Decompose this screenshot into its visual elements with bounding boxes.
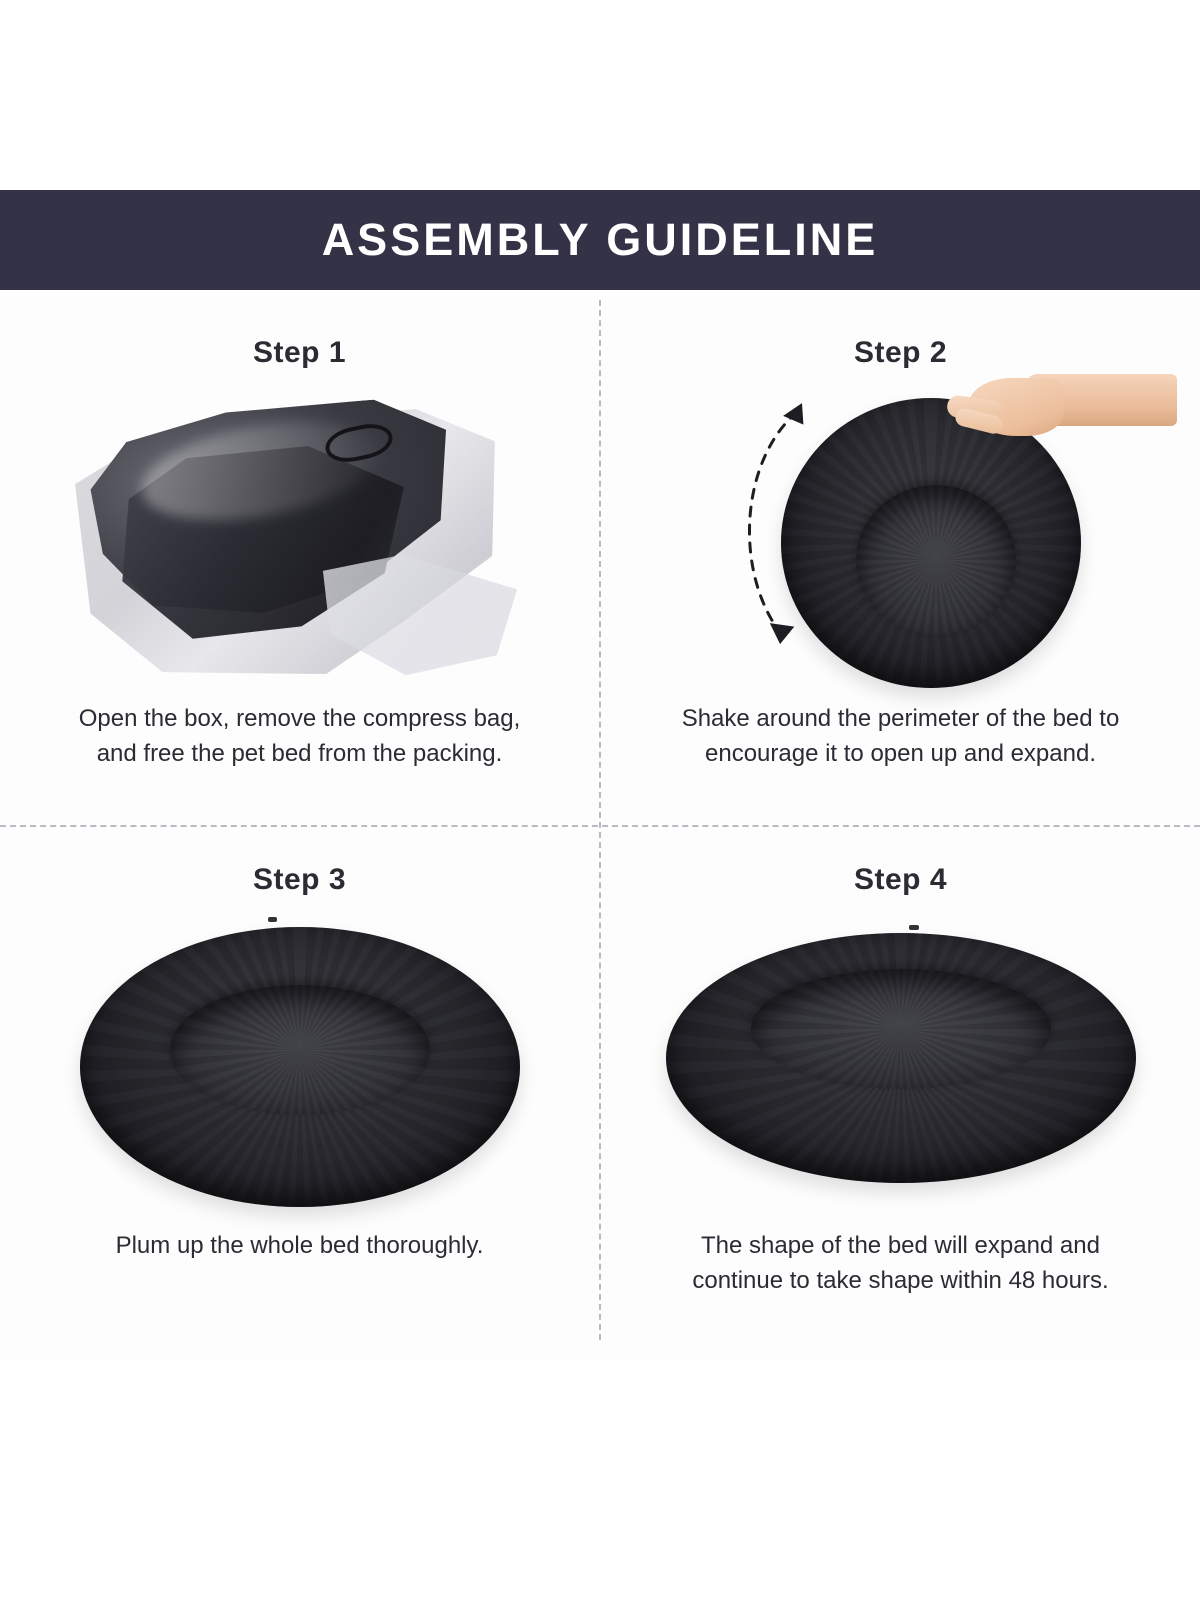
hand-illustration <box>941 372 1171 450</box>
step-2-label: Step 2 <box>853 336 948 369</box>
step-1-caption-line-1: Open the box, remove the compress bag, <box>78 705 521 732</box>
clear-plastic-flap <box>316 549 519 682</box>
step-3-caption <box>40 1229 560 1264</box>
step-1-caption-line-2: and free the pet bed from the packing. <box>96 739 503 767</box>
step-1-label: Step 1 <box>252 336 347 369</box>
bed-tag-step4 <box>909 925 919 930</box>
step-card-3 <box>0 827 599 1362</box>
top-whitespace <box>0 0 1200 190</box>
step-3-label: Step 3 <box>252 863 347 896</box>
step-3-image <box>40 907 560 1217</box>
compress-bag-illustration <box>70 386 530 686</box>
step-2-image <box>641 380 1161 690</box>
step-card-1 <box>0 290 599 825</box>
step-4-caption-line-1: The shape of the bed will expand and <box>701 1232 1100 1259</box>
step-2-caption-line-1: Shake around the perimeter of the bed to <box>681 705 1120 732</box>
step-1-image <box>40 380 560 690</box>
step-4-caption <box>641 1229 1161 1299</box>
step-2-caption-line-2: encourage it to open up and expand. <box>705 739 1096 767</box>
step-1-caption <box>40 702 560 772</box>
step-4-caption-line-2: continue to take shape within 48 hours. <box>692 1266 1109 1294</box>
banner <box>0 190 1200 290</box>
bed-inner-cushion-step3 <box>170 985 430 1115</box>
step-card-4 <box>601 827 1200 1362</box>
bottom-whitespace <box>0 1360 1200 1600</box>
step-4-label: Step 4 <box>853 863 948 896</box>
step-4-image <box>641 907 1161 1217</box>
bed-tag-step3 <box>268 917 277 922</box>
bed-inner-cushion-step4 <box>751 969 1051 1089</box>
bed-inner-cushion-step2 <box>856 485 1016 635</box>
step-card-2 <box>601 290 1200 825</box>
step-2-caption <box>641 702 1161 772</box>
steps-grid <box>0 290 1200 1360</box>
step-3-caption-line-1: Plum up the whole bed thoroughly. <box>115 1232 484 1259</box>
page-title: ASSEMBLY GUIDELINE <box>321 214 879 265</box>
